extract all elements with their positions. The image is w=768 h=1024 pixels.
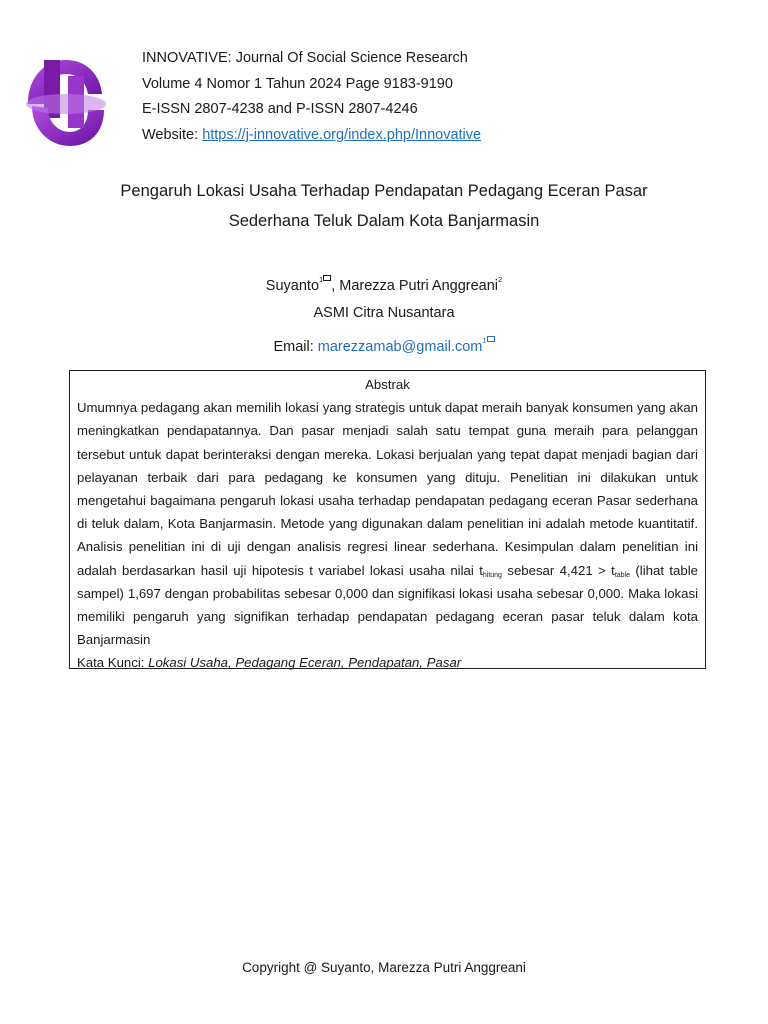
mail-icon bbox=[487, 336, 495, 342]
website-line bbox=[142, 123, 481, 149]
keywords-label: Kata Kunci: bbox=[77, 655, 149, 671]
keywords-line bbox=[77, 651, 698, 674]
keywords: Lokasi Usaha, Pedagang Eceran, Pendapatan, Pasar bbox=[148, 655, 462, 671]
subscript-table: table bbox=[614, 571, 631, 579]
abstract-text: Umumnya pedagang akan memilih lokasi yang strategis untuk dapat meraih banyak konsumen yang akan meningkatkan pendapatannya. Dan pasar menjadi salah satu tempat guna meraih para pelanggan tersebut untuk dapat berinteraksi dengan mereka. Lokasi berjualan yang tepat dapat menjadi bagian dari pelayanan terbaik dari para pedagang ke konsumen yang dituju. Penelitian ini dilakukan untuk mengetahui bagaimana pengaruh lokasi usaha terhadap pendapatan pedagang eceran Pasar sederhana di teluk dalam, Kota Banjarmasin. Metode yang digunakan dalam penelitian ini adalah metode kuantitatif. Analisis penelitian ini di uji dengan analisis regresi linear sederhana. Kesimpulan dalam penelitian ini adalah berdasarkan hasil uji hipotesis t variabel lokasi usaha nilai $t_{hitung}$ sebesar $4,421 > t_{table}$ (lihat table sampel) 1,697 dengan probabilitas sebesar 0,000 dan signifikasi lokasi usaha sebesar 0,000. Maka lokasi memiliki pengaruh yang signifikan terhadap pendapatan pedagang eceran pasar teluk dalam kota Banjarmasin bbox=[77, 400, 698, 648]
email-marker: 1 bbox=[482, 336, 494, 345]
author-separator: , bbox=[331, 278, 340, 294]
affiliation: ASMI Citra Nusantara bbox=[313, 305, 455, 321]
email-label: Email: bbox=[273, 339, 318, 355]
website-link[interactable]: https://j-innovative.org/index.php/Innovative bbox=[202, 126, 482, 143]
title-line-2: Sederhana Teluk Dalam Kota Banjarmasin bbox=[228, 212, 540, 230]
journal-info bbox=[142, 46, 481, 148]
author-1-marker: 1 bbox=[319, 275, 331, 284]
author-line bbox=[0, 266, 768, 300]
journal-name: INNOVATIVE: Journal Of Social Science Research bbox=[142, 50, 468, 66]
volume-info: Volume 4 Nomor 1 Tahun 2024 Page 9183-9190 bbox=[142, 75, 453, 92]
subscript-hitung: hitung bbox=[482, 571, 502, 579]
author-1: Suyanto bbox=[265, 278, 320, 294]
website-label: Website: bbox=[142, 126, 203, 143]
copyright-footer: Copyright @ Suyanto, Marezza Putri Anggreani bbox=[242, 960, 526, 975]
email-link[interactable]: marezzamab@gmail.com bbox=[317, 339, 483, 355]
author-block bbox=[0, 266, 768, 361]
email-line bbox=[0, 327, 768, 361]
paper-title bbox=[60, 176, 708, 236]
journal-logo-icon bbox=[20, 52, 110, 152]
abstract-box bbox=[69, 370, 706, 669]
mail-icon bbox=[323, 275, 331, 281]
abstract-heading: Abstrak bbox=[365, 377, 410, 392]
journal-logo bbox=[20, 52, 110, 152]
title-line-1: Pengaruh Lokasi Usaha Terhadap Pendapatan Pedagang Eceran Pasar bbox=[120, 182, 648, 200]
issn-info: E-ISSN 2807-4238 and P-ISSN 2807-4246 bbox=[142, 101, 418, 117]
author-2-marker: 2 bbox=[498, 275, 503, 284]
author-2: Marezza Putri Anggreani bbox=[339, 278, 499, 294]
